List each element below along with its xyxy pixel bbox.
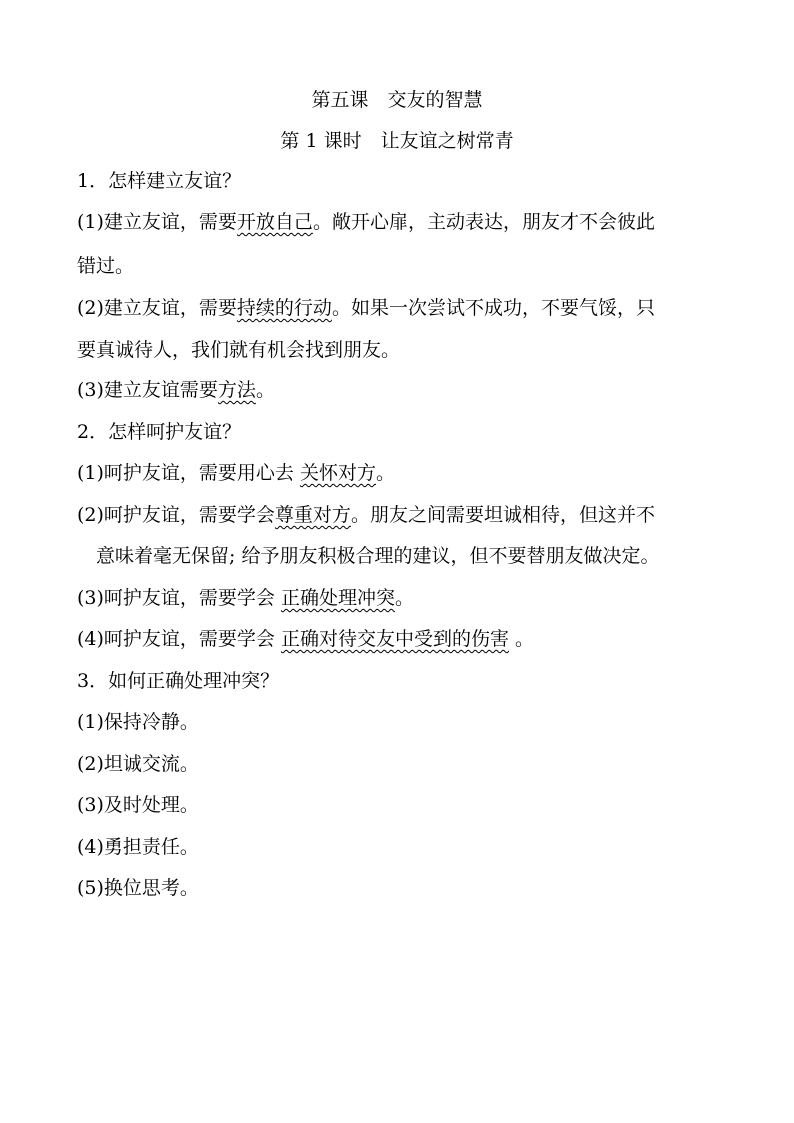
key-point: 开放自己 [236,211,313,233]
list-item: (2)建立友谊，需要持续的行动。如果一次尝试不成功，不要气馁，只 [77,297,655,319]
list-item-continuation: 要真诚待人，我们就有机会找到朋友。 [77,339,401,361]
list-item: (3)呵护友谊，需要学会 正确处理冲突。 [77,587,414,609]
key-point: 方法 [217,379,256,401]
list-item: (5)换位思考。 [77,877,199,899]
list-item: (4)呵护友谊，需要学会 正确对待交友中受到的伤害 。 [77,628,535,650]
list-item: (1)建立友谊，需要开放自己。敞开心扉，主动表达，朋友才不会彼此 [77,211,655,233]
list-item: (3)建立友谊需要方法。 [77,379,275,401]
list-item-continuation: 意味着毫无保留; 给予朋友积极合理的建议，但不要替朋友做决定。 [96,545,660,567]
list-item: (3)及时处理。 [77,794,199,816]
key-point: 持续的行动 [236,297,332,319]
list-item: (2)坦诚交流。 [77,753,199,775]
list-item-continuation: 错过。 [77,255,135,277]
section-heading: 1．怎样建立友谊？ [77,170,242,192]
list-item: (1)保持冷静。 [77,711,199,733]
list-item: (4)勇担责任。 [77,836,199,858]
key-point: 关怀对方 [299,462,376,484]
list-item: (2)呵护友谊，需要学会尊重对方。朋友之间需要坦诚相待，但这并不 [77,504,655,526]
lesson-subtitle: 第 1 课时 让友谊之树常青 [280,130,514,152]
section-heading: 3．如何正确处理冲突？ [77,670,280,692]
key-point: 尊重对方 [274,504,351,526]
lesson-title: 第五课 交友的智慧 [311,89,483,111]
key-point: 正确处理冲突 [280,587,395,609]
section-heading: 2．怎样呵护友谊？ [77,421,242,443]
list-item: (1)呵护友谊，需要用心去 关怀对方。 [77,462,395,484]
key-point: 正确对待交友中受到的伤害 [280,628,509,650]
